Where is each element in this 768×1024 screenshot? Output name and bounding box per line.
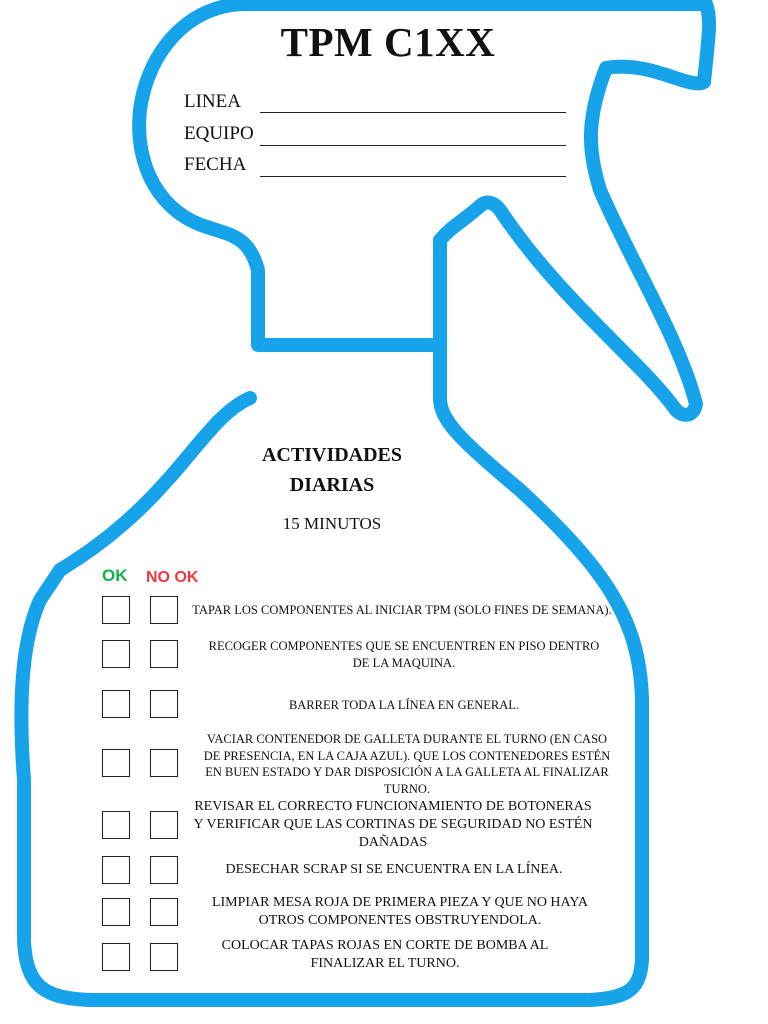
section-duration: 15 MINUTOS [282,514,382,533]
field-equipo-input[interactable] [260,145,566,146]
field-label-equipo: EQUIPO [184,123,254,144]
ok-checkbox-5[interactable] [102,811,130,839]
activity-text-5: REVISAR EL CORRECTO FUNCIONAMIENTO DE BOTONERAS Y VERIFICAR QUE LAS CORTINAS DE SEGURIDAD NO ESTÉN DAÑADAS [193,799,593,850]
ok-checkbox-7[interactable] [102,898,130,926]
section-heading-line2: DIARIAS [289,474,375,496]
activity-text-6: DESECHAR SCRAP SI SE ENCUENTRA EN LA LÍNEA. [225,862,563,877]
ok-checkbox-2[interactable] [102,640,130,668]
no-ok-checkbox-5[interactable] [150,811,178,839]
ok-column-label: OK [102,566,128,585]
no-ok-checkbox-6[interactable] [150,856,178,884]
no-ok-checkbox-2[interactable] [150,640,178,668]
activity-text-3: BARRER TODA LA LÍNEA EN GENERAL. [288,698,520,712]
activity-text-1: TAPAR LOS COMPONENTES AL INICIAR TPM (SOLO FINES DE SEMANA). [192,603,612,617]
ok-checkbox-3[interactable] [102,690,130,718]
no-ok-checkbox-1[interactable] [150,596,178,624]
ok-checkbox-4[interactable] [102,749,130,777]
activity-text-8: COLOCAR TAPAS ROJAS EN CORTE DE BOMBA AL FINALIZAR EL TURNO. [221,938,549,971]
no-ok-checkbox-7[interactable] [150,898,178,926]
no-ok-checkbox-4[interactable] [150,749,178,777]
activity-text-2: RECOGER COMPONENTES QUE SE ENCUENTREN EN PISO DENTRO DE LA MAQUINA. [208,639,600,670]
no-ok-column-label: NO OK [146,569,199,586]
field-linea-input[interactable] [260,112,566,113]
ok-checkbox-8[interactable] [102,943,130,971]
field-label-fecha: FECHA [184,154,247,175]
field-label-linea: LINEA [184,91,241,112]
ok-checkbox-6[interactable] [102,856,130,884]
ok-checkbox-1[interactable] [102,596,130,624]
no-ok-checkbox-3[interactable] [150,690,178,718]
section-heading-line1: ACTIVIDADES [261,444,403,466]
no-ok-checkbox-8[interactable] [150,943,178,971]
page-title: TPM C1XX [280,19,496,65]
activity-text-7: LIMPIAR MESA ROJA DE PRIMERA PIEZA Y QUE NO HAYA OTROS COMPONENTES OBSTRUYENDOLA. [211,895,589,928]
field-fecha-input[interactable] [260,176,566,177]
activity-text-4: VACIAR CONTENEDOR DE GALLETA DURANTE EL TURNO (EN CASO DE PRESENCIA, EN LA CAJA AZUL). QUE LOS CONTENEDORES ESTÉN EN BUEN ESTADO Y DAR DISPOSICIÓN A LA GALLETA AL FINALIZAR TURNO. [203,732,611,796]
